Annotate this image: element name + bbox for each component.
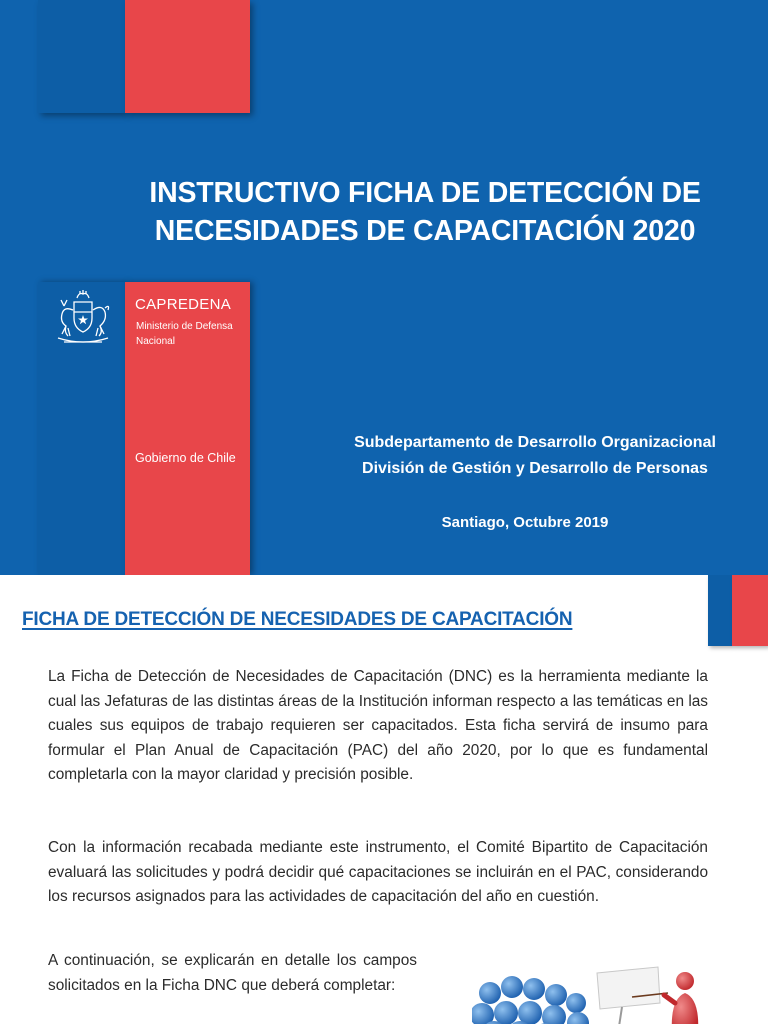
ministry-name bbox=[136, 319, 256, 349]
government-label: Gobierno de Chile bbox=[135, 451, 236, 465]
cover-subtitle bbox=[300, 430, 768, 482]
ministry-line2: Nacional bbox=[136, 336, 175, 347]
section-heading: FICHA DE DETECCIÓN DE NECESIDADES DE CAPACITACIÓN bbox=[22, 609, 573, 630]
content-slide bbox=[0, 575, 768, 1024]
cover-title bbox=[110, 174, 740, 250]
cover-subtitle-line2: División de Gestión y Desarrollo de Personas bbox=[362, 460, 708, 477]
cover-date: Santiago, Octubre 2019 bbox=[441, 514, 609, 531]
paragraph-continuation: A continuación, se explicarán en detalle los campos solicitados en la Ficha DNC que deberá completar: bbox=[48, 952, 417, 994]
cover-subtitle-line1: Subdepartamento de Desarrollo Organizacional bbox=[354, 434, 716, 451]
paragraph-committee: Con la información recabada mediante este instrumento, el Comité Bipartito de Capacitación evaluará las solicitudes y podrá decidir qué capacitaciones se incluirán en el PAC, considerando los recursos asignados para las actividades de capacitación del año en cuestión. bbox=[48, 839, 708, 905]
cover-title-line2: NECESIDADES DE CAPACITACIÓN 2020 bbox=[154, 215, 696, 247]
paragraph-intro: La Ficha de Detección de Necesidades de Capacitación (DNC) es la herramienta mediante la cual las Jefaturas de las distintas áreas de la Institución informan respecto a las temáticas en las cuales sus equipos de trabajo requieren ser capacitados. Esta ficha servirá de insumo para formular el Plan Anual de Capacitación (PAC) del año 2020, por lo que es fundamental completarla con la mayor claridad y precisión posible. bbox=[48, 668, 708, 783]
brand-name: CAPREDENA bbox=[135, 296, 232, 313]
corner-red-block bbox=[732, 575, 768, 646]
top-blue-block bbox=[38, 0, 125, 113]
ministry-line1: Ministerio de Defensa bbox=[136, 321, 233, 332]
cover-title-line1: INSTRUCTIVO FICHA DE DETECCIÓN DE bbox=[149, 177, 701, 209]
presentation-audience-illustration bbox=[472, 963, 722, 1024]
corner-blue-block bbox=[708, 575, 732, 646]
chilean-coat-of-arms-icon bbox=[50, 290, 116, 346]
top-red-block bbox=[125, 0, 250, 113]
